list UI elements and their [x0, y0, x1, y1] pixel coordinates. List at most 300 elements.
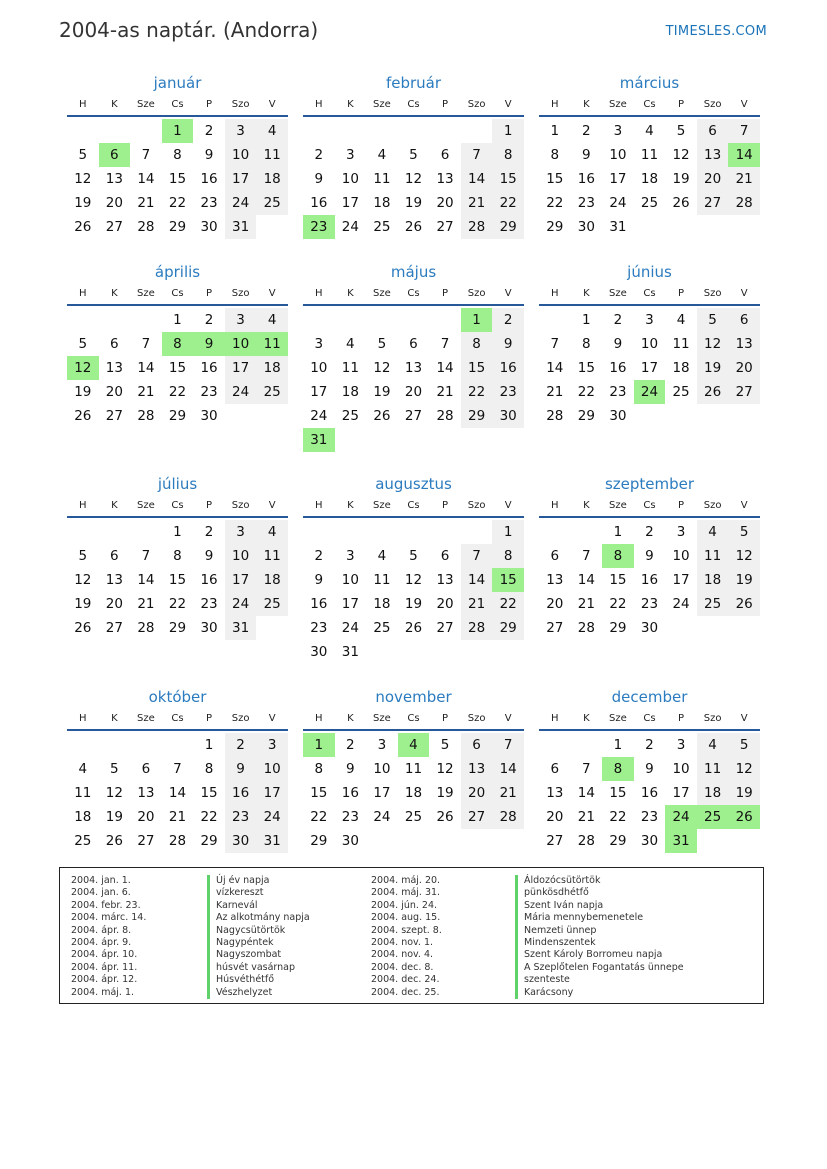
day-cell: 18 [373, 195, 391, 211]
weekday-label: Cs [171, 288, 184, 299]
weekday-label: H [315, 713, 323, 724]
weekday-label: H [79, 713, 87, 724]
day-cell: 2 [225, 733, 257, 757]
day-cell: 12 [404, 572, 423, 588]
day-cell: 19 [728, 568, 760, 592]
legend-holiday-name: Áldozócsütörtök [515, 875, 684, 887]
day-cell: 2 [314, 548, 324, 564]
month-name: szeptember [604, 475, 695, 493]
day-cell: 11 [373, 171, 391, 187]
weekday-header [67, 95, 288, 117]
weekday-label: H [315, 99, 323, 110]
day-cell: 23 [200, 195, 218, 211]
day-cell: 14 [492, 757, 524, 781]
holiday-legend [59, 867, 764, 1004]
legend-holiday-name: pünkösdhétfő [515, 887, 684, 899]
weekday-label: V [268, 288, 276, 299]
day-cell: 11 [256, 544, 288, 568]
day-cell: 4 [346, 336, 355, 352]
weekday-label: P [206, 99, 213, 110]
day-cell: 27 [546, 833, 564, 849]
empty-cell [335, 119, 367, 143]
day-cell: 8 [173, 147, 182, 163]
legend-names-column [515, 875, 684, 999]
day-cell: 19 [404, 195, 423, 211]
day-cell: 17 [672, 785, 690, 801]
day-cell: 24 [341, 219, 359, 235]
day-cell: 21 [137, 384, 155, 400]
day-cell: 1 [613, 524, 623, 540]
empty-cell [366, 119, 398, 143]
day-cell: 29 [492, 215, 524, 239]
weekday-label: Szo [467, 500, 486, 511]
month-6 [67, 472, 288, 640]
weekday-label: Szo [703, 99, 722, 110]
weekday-label: K [347, 288, 354, 299]
weekday-label: K [583, 713, 590, 724]
day-cell: 5 [409, 147, 418, 163]
holiday-day-cell: 10 [225, 332, 257, 356]
weekday-label: V [740, 99, 748, 110]
day-cell: 25 [341, 408, 359, 424]
empty-cell [571, 520, 603, 544]
day-cell: 30 [200, 219, 218, 235]
day-cell: 28 [461, 215, 493, 239]
day-cell: 27 [697, 191, 729, 215]
day-cell: 1 [204, 737, 214, 753]
day-cell: 28 [137, 408, 155, 424]
legend-date: 2004. nov. 1. [371, 936, 434, 948]
day-cell: 30 [640, 620, 659, 636]
empty-cell [539, 520, 571, 544]
day-cell: 20 [105, 596, 123, 612]
weekday-label: Szo [231, 500, 250, 511]
day-cell: 23 [640, 596, 659, 612]
day-cell: 11 [640, 147, 659, 163]
day-cell: 29 [310, 833, 328, 849]
weekday-label: P [678, 500, 685, 511]
day-cell: 17 [341, 195, 359, 211]
day-cell: 31 [341, 644, 359, 660]
day-cell: 18 [256, 568, 288, 592]
empty-cell [130, 308, 162, 332]
day-cell: 24 [225, 380, 257, 404]
weekday-label: V [504, 288, 512, 299]
day-cell: 10 [256, 757, 288, 781]
day-cell: 11 [341, 360, 359, 376]
day-cell: 5 [676, 123, 686, 139]
site-link[interactable]: TIMESLES.COM [665, 24, 767, 39]
day-cell: 1 [492, 119, 524, 143]
day-cell: 9 [346, 761, 355, 777]
day-cell: 27 [105, 219, 123, 235]
weekday-label: Cs [643, 500, 656, 511]
empty-cell [99, 733, 131, 757]
weekday-header [539, 496, 760, 518]
day-cell: 13 [436, 171, 454, 187]
weekday-label: Cs [171, 713, 184, 724]
day-cell: 28 [436, 408, 454, 424]
day-grid [539, 520, 760, 640]
legend-date: 2004. jan. 6. [71, 887, 131, 899]
weekday-label: Sze [373, 288, 391, 299]
day-cell: 6 [409, 336, 418, 352]
day-cell: 22 [492, 592, 524, 616]
legend-holiday-name: A Szeplőtelen Fogantatás ünnepe [515, 962, 684, 974]
day-cell: 21 [577, 809, 595, 825]
weekday-label: K [111, 99, 118, 110]
day-cell: 30 [200, 620, 218, 636]
weekday-label: Cs [171, 500, 184, 511]
day-cell: 11 [404, 761, 423, 777]
holiday-day-cell: 6 [99, 143, 131, 167]
day-cell: 15 [200, 785, 218, 801]
day-cell: 29 [546, 219, 564, 235]
month-name: május [390, 263, 437, 281]
weekday-label: K [583, 500, 590, 511]
day-cell: 11 [697, 544, 729, 568]
day-cell: 20 [436, 596, 454, 612]
day-cell: 16 [200, 572, 218, 588]
day-cell: 21 [461, 592, 493, 616]
legend-date: 2004. ápr. 11. [71, 961, 138, 973]
empty-cell [162, 733, 194, 757]
day-cell: 12 [74, 171, 92, 187]
day-cell: 22 [609, 596, 627, 612]
empty-cell [303, 520, 335, 544]
day-cell: 3 [225, 119, 257, 143]
day-cell: 17 [225, 568, 257, 592]
day-cell: 7 [582, 761, 591, 777]
day-cell: 23 [310, 620, 328, 636]
legend-holiday-name: Szent Károly Borromeu napja [515, 949, 684, 961]
weekday-label: Szo [467, 713, 486, 724]
day-cell: 13 [546, 572, 564, 588]
day-cell: 16 [640, 572, 659, 588]
day-cell: 22 [577, 384, 595, 400]
weekday-label: P [442, 288, 449, 299]
day-cell: 4 [676, 312, 686, 328]
day-cell: 9 [204, 147, 214, 163]
legend-holiday-name: húsvét vasárnap [207, 962, 310, 974]
empty-cell [398, 520, 430, 544]
empty-cell [130, 520, 162, 544]
day-cell: 1 [173, 312, 182, 328]
weekday-label: P [678, 713, 685, 724]
day-cell: 6 [141, 761, 151, 777]
empty-cell [429, 119, 461, 143]
day-cell: 6 [440, 147, 450, 163]
month-name: július [157, 475, 198, 493]
legend-date: 2004. aug. 15. [371, 912, 441, 924]
day-cell: 19 [105, 809, 123, 825]
weekday-label: Cs [643, 288, 656, 299]
empty-cell [67, 119, 99, 143]
day-cell: 6 [550, 548, 560, 564]
month-7 [303, 472, 524, 664]
day-cell: 14 [461, 568, 493, 592]
month-10 [303, 685, 524, 853]
day-cell: 22 [200, 809, 218, 825]
day-cell: 30 [200, 408, 218, 424]
day-cell: 27 [436, 219, 454, 235]
day-cell: 14 [137, 171, 155, 187]
day-cell: 7 [141, 548, 151, 564]
day-cell: 5 [728, 733, 760, 757]
day-cell: 3 [645, 312, 654, 328]
day-cell: 2 [492, 308, 524, 332]
holiday-day-cell: 1 [162, 119, 194, 143]
day-cell: 15 [461, 356, 493, 380]
weekday-label: Sze [609, 713, 627, 724]
day-cell: 26 [404, 219, 423, 235]
day-cell: 19 [404, 596, 423, 612]
day-cell: 5 [110, 761, 119, 777]
day-cell: 23 [200, 596, 218, 612]
day-cell: 4 [377, 548, 387, 564]
weekday-label: H [551, 99, 559, 110]
day-cell: 29 [168, 219, 187, 235]
day-cell: 27 [436, 620, 454, 636]
day-cell: 3 [377, 737, 387, 753]
day-cell: 6 [110, 548, 119, 564]
month-name: október [148, 688, 207, 706]
legend-date: 2004. márc. 14. [71, 912, 147, 924]
day-cell: 30 [225, 829, 257, 853]
legend-date: 2004. febr. 23. [71, 899, 141, 911]
day-cell: 16 [577, 171, 595, 187]
empty-cell [99, 119, 131, 143]
month-1 [303, 71, 524, 239]
weekday-label: K [347, 713, 354, 724]
legend-date: 2004. máj. 20. [371, 875, 441, 886]
weekday-label: K [583, 288, 590, 299]
holiday-day-cell: 31 [665, 829, 697, 853]
weekday-header [67, 284, 288, 306]
weekday-label: P [678, 288, 685, 299]
day-cell: 28 [461, 616, 493, 640]
legend-date: 2004. ápr. 9. [71, 936, 132, 948]
day-grid [67, 733, 288, 853]
holiday-day-cell: 8 [162, 332, 194, 356]
weekday-label: P [442, 99, 449, 110]
day-cell: 21 [728, 167, 760, 191]
day-cell: 9 [645, 548, 654, 564]
day-cell: 25 [697, 592, 729, 616]
day-cell: 28 [137, 219, 155, 235]
day-cell: 10 [341, 572, 359, 588]
day-cell: 9 [492, 332, 524, 356]
empty-cell [67, 733, 99, 757]
day-cell: 11 [74, 785, 92, 801]
day-cell: 17 [373, 785, 391, 801]
day-cell: 6 [728, 308, 760, 332]
day-cell: 31 [225, 616, 257, 640]
weekday-label: V [504, 500, 512, 511]
weekday-label: Szo [231, 713, 250, 724]
legend-names-column [207, 875, 310, 999]
day-cell: 5 [78, 548, 88, 564]
day-cell: 28 [577, 833, 595, 849]
holiday-day-cell: 8 [602, 757, 634, 781]
weekday-label: V [740, 288, 748, 299]
weekday-label: P [206, 713, 213, 724]
day-cell: 30 [492, 404, 524, 428]
day-cell: 29 [609, 620, 627, 636]
day-cell: 23 [341, 809, 359, 825]
holiday-day-cell: 8 [602, 544, 634, 568]
day-cell: 19 [728, 781, 760, 805]
day-cell: 7 [141, 147, 151, 163]
empty-cell [366, 520, 398, 544]
day-cell: 21 [577, 596, 595, 612]
day-cell: 10 [310, 360, 328, 376]
legend-holiday-name: Karácsony [515, 987, 684, 999]
day-cell: 8 [461, 332, 493, 356]
month-8 [539, 472, 760, 640]
day-cell: 26 [672, 195, 690, 211]
day-cell: 2 [613, 312, 623, 328]
day-cell: 11 [672, 336, 690, 352]
holiday-day-cell: 12 [67, 356, 99, 380]
day-cell: 22 [310, 809, 328, 825]
day-cell: 8 [582, 336, 591, 352]
day-cell: 11 [697, 757, 729, 781]
day-cell: 25 [404, 809, 423, 825]
weekday-label: Sze [373, 713, 391, 724]
day-cell: 13 [105, 171, 123, 187]
day-cell: 13 [436, 572, 454, 588]
day-cell: 15 [168, 360, 187, 376]
weekday-label: V [268, 500, 276, 511]
day-cell: 2 [204, 524, 214, 540]
day-cell: 24 [225, 592, 257, 616]
month-5 [539, 260, 760, 428]
day-cell: 10 [373, 761, 391, 777]
day-cell: 18 [672, 360, 690, 376]
day-cell: 21 [546, 384, 564, 400]
day-cell: 28 [577, 620, 595, 636]
day-cell: 14 [577, 785, 595, 801]
day-cell: 1 [550, 123, 560, 139]
legend-date: 2004. jan. 1. [71, 875, 131, 886]
holiday-day-cell: 4 [398, 733, 430, 757]
legend-date: 2004. ápr. 8. [71, 924, 132, 936]
day-cell: 16 [200, 360, 218, 376]
day-cell: 19 [74, 596, 92, 612]
day-cell: 21 [492, 781, 524, 805]
day-cell: 29 [461, 404, 493, 428]
day-cell: 21 [168, 809, 187, 825]
day-cell: 15 [492, 167, 524, 191]
weekday-label: P [206, 288, 213, 299]
weekday-header [67, 496, 288, 518]
day-cell: 20 [404, 384, 423, 400]
day-cell: 2 [582, 123, 591, 139]
day-cell: 16 [609, 360, 627, 376]
day-cell: 3 [346, 147, 355, 163]
month-name: június [627, 263, 672, 281]
day-cell: 26 [74, 219, 92, 235]
empty-cell [461, 119, 493, 143]
weekday-label: K [111, 288, 118, 299]
month-name: november [375, 688, 452, 706]
day-cell: 12 [728, 757, 760, 781]
weekday-header [303, 496, 524, 518]
day-cell: 4 [697, 520, 729, 544]
day-cell: 9 [204, 548, 214, 564]
weekday-label: H [79, 99, 87, 110]
empty-cell [130, 119, 162, 143]
weekday-label: H [79, 288, 87, 299]
day-cell: 26 [697, 380, 729, 404]
day-cell: 27 [728, 380, 760, 404]
weekday-label: Cs [407, 500, 420, 511]
day-cell: 14 [137, 572, 155, 588]
day-cell: 17 [310, 384, 328, 400]
day-cell: 25 [373, 620, 391, 636]
legend-holiday-name: Karnevál [207, 900, 310, 912]
day-cell: 26 [404, 620, 423, 636]
day-cell: 5 [409, 548, 418, 564]
legend-date: 2004. ápr. 12. [71, 974, 138, 986]
day-cell: 27 [546, 620, 564, 636]
day-cell: 5 [697, 308, 729, 332]
day-cell: 24 [341, 620, 359, 636]
weekday-header [303, 95, 524, 117]
day-cell: 7 [173, 761, 182, 777]
day-cell: 14 [577, 572, 595, 588]
day-cell: 18 [341, 384, 359, 400]
day-cell: 7 [440, 336, 450, 352]
weekday-label: H [551, 713, 559, 724]
day-cell: 16 [341, 785, 359, 801]
day-cell: 15 [609, 785, 627, 801]
weekday-header [539, 284, 760, 306]
day-cell: 17 [225, 167, 257, 191]
day-cell: 13 [105, 572, 123, 588]
day-cell: 10 [672, 761, 690, 777]
legend-holiday-name: Szent Iván napja [515, 900, 684, 912]
day-cell: 13 [461, 757, 493, 781]
empty-cell [67, 308, 99, 332]
day-cell: 13 [105, 360, 123, 376]
day-cell: 8 [550, 147, 560, 163]
day-cell: 8 [173, 548, 182, 564]
day-cell: 6 [110, 336, 119, 352]
day-cell: 7 [461, 143, 493, 167]
day-cell: 21 [436, 384, 454, 400]
weekday-label: Szo [467, 288, 486, 299]
day-cell: 22 [492, 191, 524, 215]
day-cell: 20 [546, 596, 564, 612]
empty-cell [571, 733, 603, 757]
day-cell: 6 [461, 733, 493, 757]
day-cell: 19 [672, 171, 690, 187]
day-cell: 28 [546, 408, 564, 424]
day-cell: 18 [697, 781, 729, 805]
day-cell: 12 [105, 785, 123, 801]
day-cell: 22 [168, 596, 187, 612]
day-cell: 27 [105, 620, 123, 636]
day-cell: 11 [256, 143, 288, 167]
empty-cell [366, 308, 398, 332]
day-cell: 10 [225, 143, 257, 167]
legend-date: 2004. nov. 4. [371, 949, 434, 961]
day-cell: 19 [697, 356, 729, 380]
day-cell: 23 [200, 384, 218, 400]
day-cell: 3 [613, 123, 623, 139]
